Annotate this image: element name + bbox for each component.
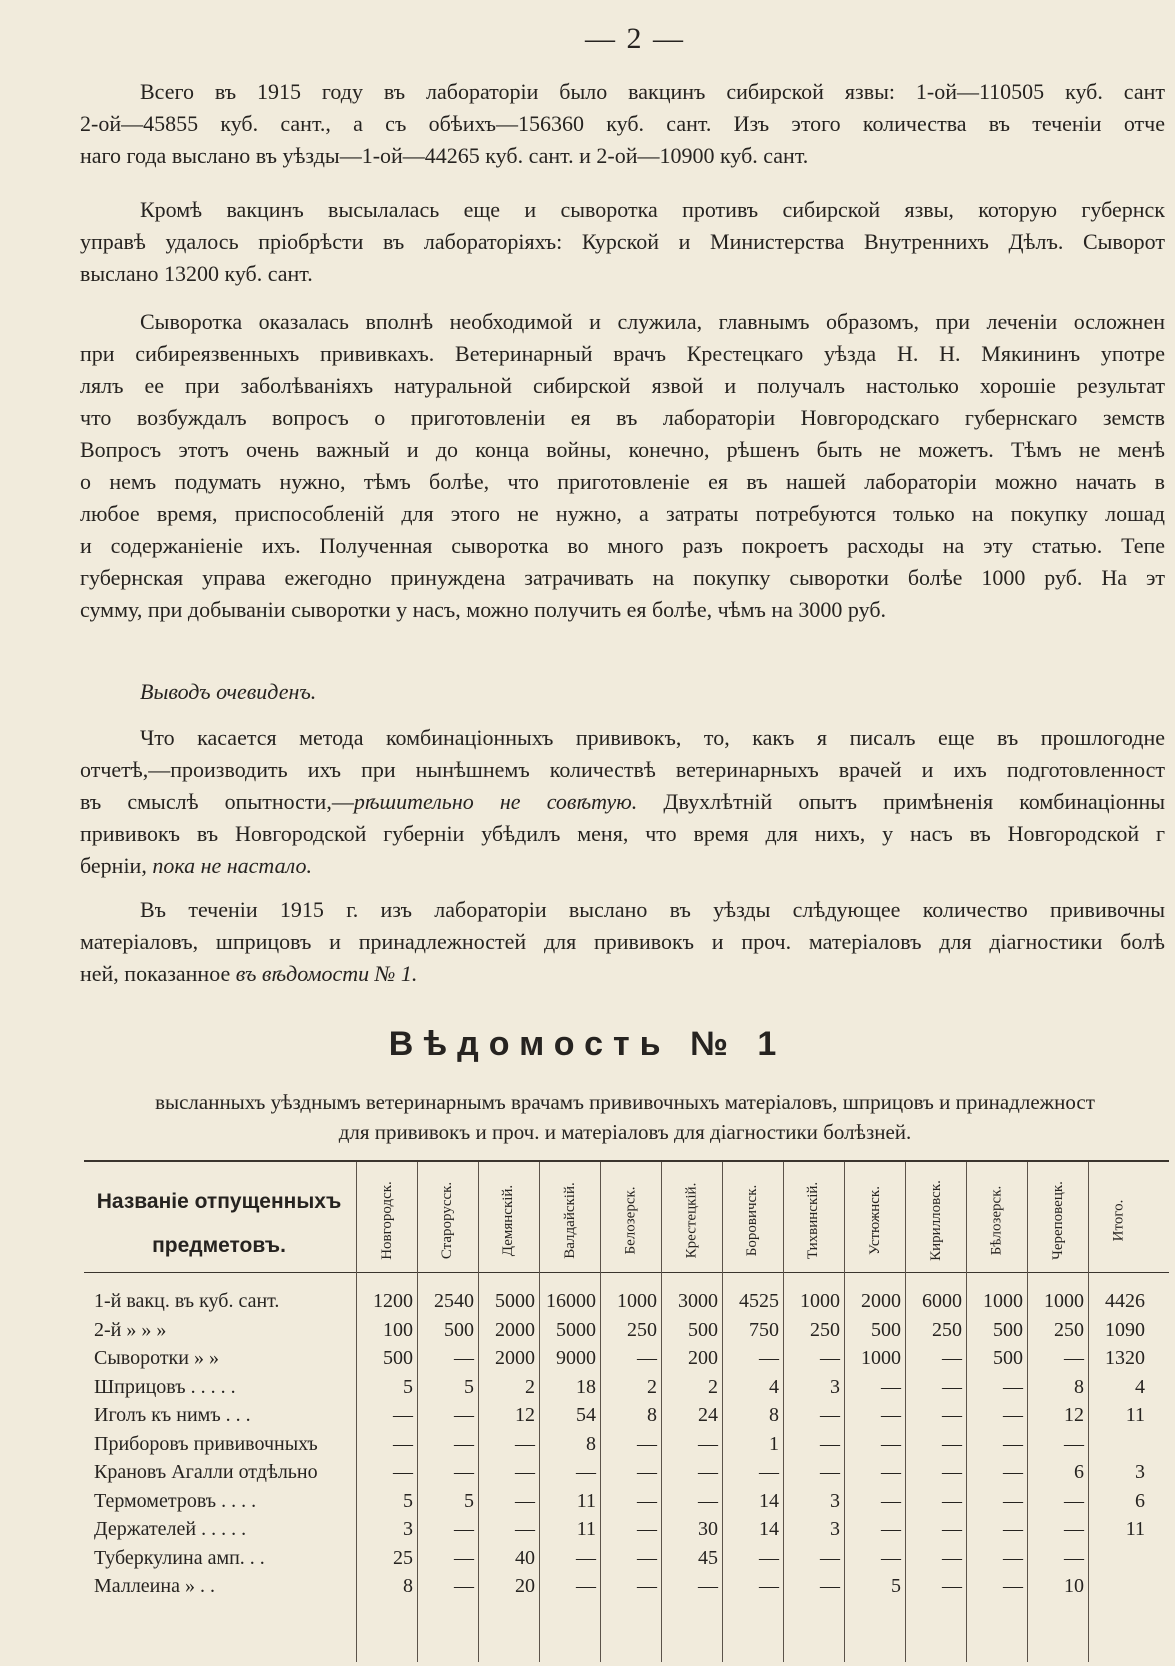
table-cell: —: [1064, 1546, 1084, 1569]
table-cell: —: [698, 1575, 718, 1597]
text-fragment: ней, показанное: [80, 961, 236, 986]
column-header-label: Устюжнск.: [866, 1185, 883, 1255]
table-cell: —: [454, 1518, 474, 1540]
table-cell: —: [759, 1575, 779, 1597]
table-cell: —: [881, 1375, 901, 1398]
table-cell: 20: [515, 1575, 535, 1597]
table-cell: 250: [1054, 1318, 1084, 1341]
column-divider: [905, 1162, 906, 1662]
column-header: [968, 1170, 1026, 1270]
table-cell: —: [881, 1489, 901, 1512]
table-subtitle: высланныхъ уѣзднымъ ветеринарнымъ врачамъ прививочныхъ матеріаловъ, шприцовъ и принадлежност: [155, 1090, 1095, 1114]
distribution-table: [84, 1160, 1169, 1662]
text-line: Въ теченіи 1915 г. изъ лабораторіи выслано въ уѣзды слѣдующее количество прививочны: [140, 897, 1165, 922]
row-label: Термометровъ . . . .: [94, 1489, 257, 1512]
column-header-label: Боровичск.: [744, 1184, 761, 1256]
text-line: Сыворотка оказалась вполнѣ необходимой и служила, главнымъ образомъ, при леченіи осложнен: [140, 309, 1165, 334]
text-line: лялъ ее при заболѣваніяхъ натуральной сибирской язвой и получалъ настолько хорошіе результат: [80, 373, 1165, 398]
column-header: [785, 1170, 843, 1270]
table-cell: —: [1003, 1489, 1023, 1512]
paragraph-shipped-materials: [80, 894, 1165, 990]
table-cell: 2: [708, 1375, 718, 1398]
table-cell: —: [942, 1518, 962, 1540]
text-line: прививокъ въ Новгородской губерніи убѣдилъ меня, что время для нихъ, у насъ въ Новгородской г: [80, 821, 1165, 846]
column-header-label: Старорусск.: [439, 1181, 456, 1259]
table-cell: —: [942, 1432, 962, 1455]
table-cell: 12: [1064, 1404, 1084, 1426]
table-cell: —: [454, 1575, 474, 1597]
table-cell: —: [454, 1461, 474, 1483]
column-divider: [1088, 1162, 1089, 1662]
text-line: Кромѣ вакцинъ высылалась еще и сыворотка противъ сибирской язвы, которую губернск: [140, 197, 1165, 222]
table-cell: —: [881, 1404, 901, 1426]
column-divider: [539, 1162, 540, 1662]
table-cell: 12: [515, 1404, 535, 1426]
paragraph-combination-vaccination: [80, 722, 1165, 882]
table-cell: 100: [383, 1318, 413, 1341]
text-fragment: берніи,: [80, 853, 153, 878]
table-cell: 250: [932, 1318, 962, 1341]
table-cell: 8: [1074, 1375, 1084, 1398]
column-header: [1029, 1170, 1087, 1270]
table-cell: 4: [769, 1375, 779, 1398]
table-cell: 3000: [678, 1290, 718, 1312]
header-label: Названіе отпущенныхъ: [96, 1190, 342, 1213]
table-cell: —: [454, 1347, 474, 1369]
table-cell: —: [1003, 1575, 1023, 1597]
table-cell: —: [820, 1461, 840, 1483]
table-cell: 250: [627, 1318, 657, 1341]
table-cell: 500: [688, 1318, 718, 1341]
table-cell: 3: [830, 1489, 840, 1512]
table-cell: —: [515, 1461, 535, 1483]
column-header-label: Тихвинскій.: [805, 1181, 822, 1259]
column-header: [724, 1170, 782, 1270]
column-divider: [661, 1162, 662, 1662]
header-item-name: [84, 1180, 354, 1268]
table-cell: 8: [403, 1575, 413, 1597]
table-cell: —: [1003, 1375, 1023, 1398]
table-cell: 18: [576, 1375, 596, 1398]
table-cell: 1090: [1105, 1318, 1145, 1341]
table-cell: 25: [393, 1546, 413, 1569]
text-fragment: въ смыслѣ опытности,—: [80, 789, 354, 814]
table-cell: 6: [1135, 1489, 1145, 1512]
table-cell: —: [1064, 1518, 1084, 1540]
table-cell: 5: [403, 1489, 413, 1512]
table-cell: 4426: [1105, 1290, 1145, 1312]
table-cell: 500: [444, 1318, 474, 1341]
column-divider: [417, 1162, 418, 1662]
table-cell: —: [942, 1461, 962, 1483]
table-cell: —: [637, 1347, 657, 1369]
table-cell: —: [1003, 1432, 1023, 1455]
table-cell: 3: [1135, 1461, 1145, 1483]
column-header: [358, 1170, 416, 1270]
table-cell: —: [881, 1546, 901, 1569]
row-label: 2-й » » »: [94, 1318, 167, 1341]
column-header-label: Крестецкій.: [683, 1182, 700, 1258]
table-cell: —: [942, 1347, 962, 1369]
column-divider: [722, 1162, 723, 1662]
row-label: Сыворотки » »: [94, 1347, 219, 1369]
text-line: отчетѣ,—производить ихъ при нынѣшнемъ количествѣ ветеринарныхъ врачей и ихъ подготовленност: [80, 757, 1165, 782]
table-cell: —: [881, 1432, 901, 1455]
table-cell: —: [820, 1347, 840, 1369]
table-cell: —: [942, 1575, 962, 1597]
table-cell: —: [820, 1432, 840, 1455]
table-cell: 200: [688, 1347, 718, 1369]
text-line: [80, 850, 1165, 882]
row-label: Иголъ къ нимъ . . .: [94, 1404, 251, 1426]
table-cell: 14: [759, 1489, 779, 1512]
table-cell: —: [637, 1461, 657, 1483]
column-header: [480, 1170, 538, 1270]
table-cell: —: [881, 1518, 901, 1540]
table-cell: —: [1064, 1489, 1084, 1512]
text-fragment: Двухлѣтній опытъ примѣненія комбинаціонны: [637, 789, 1165, 814]
table-cell: —: [576, 1461, 596, 1483]
text-line: и содержаніеніе ихъ. Полученная сыворотка во много разъ покроетъ расходы на эту статью. Тепе: [80, 533, 1165, 558]
table-cell: —: [393, 1461, 413, 1483]
table-cell: —: [1064, 1347, 1084, 1369]
table-cell: 1200: [373, 1290, 413, 1312]
text-line: Вопросъ этотъ очень важный и до конца войны, конечно, рѣшенъ быть не можетъ. Тѣмъ не менѣ: [80, 437, 1165, 462]
table-cell: 500: [993, 1347, 1023, 1369]
table-cell: 5000: [556, 1318, 596, 1341]
table-cell: 16000: [546, 1290, 596, 1312]
table-cell: —: [881, 1461, 901, 1483]
column-header: [846, 1170, 904, 1270]
table-title: Вѣдомость № 1: [388, 1025, 787, 1063]
table-cell: —: [576, 1575, 596, 1597]
text-line: [80, 786, 1165, 818]
table-cell: —: [1003, 1404, 1023, 1426]
table-cell: —: [454, 1404, 474, 1426]
table-cell: 4: [1135, 1375, 1145, 1398]
table-cell: —: [1003, 1518, 1023, 1540]
table-cell: 6000: [922, 1290, 962, 1312]
table-cell: 1000: [617, 1290, 657, 1312]
table-cell: —: [942, 1375, 962, 1398]
text-line: при сибиреязвенныхъ прививкахъ. Ветеринарный врачъ Крестецкаго уѣзда Н. Н. Мякининъ употре: [80, 341, 1165, 366]
table-cell: 3: [830, 1375, 840, 1398]
table-cell: 2: [647, 1375, 657, 1398]
table-cell: —: [637, 1432, 657, 1455]
header-label: предметовъ.: [152, 1234, 286, 1257]
table-cell: 11: [576, 1518, 596, 1540]
table-cell: 4525: [739, 1290, 779, 1312]
table-cell: —: [759, 1347, 779, 1369]
table-cell: —: [576, 1546, 596, 1569]
column-divider: [783, 1162, 784, 1662]
table-cell: 40: [515, 1546, 535, 1569]
table-cell: 1000: [800, 1290, 840, 1312]
row-label: Туберкулина амп. . .: [94, 1546, 265, 1569]
conclusion-line: [80, 676, 1165, 708]
table-cell: 3: [403, 1518, 413, 1540]
text-line: любое время, приспособленій для этого не нужно, а затраты потребуются только на покупку лошад: [80, 501, 1165, 526]
table-cell: —: [637, 1546, 657, 1569]
table-cell: 2000: [495, 1347, 535, 1369]
table-cell: —: [515, 1432, 535, 1455]
row-label: Шприцовъ . . . . .: [94, 1375, 236, 1398]
table-cell: —: [637, 1575, 657, 1597]
text-line: о немъ подумать нужно, тѣмъ болѣе, что приготовленіе ея въ нашей лабораторіи можно начать в: [80, 469, 1165, 494]
text-line: сумму, при добываніи сыворотки у насъ, можно получить ея болѣе, чѣмъ на 3000 руб.: [80, 597, 887, 622]
table-cell: 500: [383, 1347, 413, 1369]
table-cell: —: [759, 1461, 779, 1483]
table-cell: 2540: [434, 1290, 474, 1312]
table-cell: 500: [871, 1318, 901, 1341]
paragraph-vaccine-totals: [80, 76, 1165, 172]
table-cell: —: [698, 1432, 718, 1455]
column-header-label: Демянскій.: [500, 1184, 517, 1256]
table-cell: —: [820, 1546, 840, 1569]
table-cell: 1320: [1105, 1347, 1145, 1369]
table-cell: —: [393, 1432, 413, 1455]
table-cell: —: [820, 1404, 840, 1426]
table-cell: —: [393, 1404, 413, 1426]
column-divider: [600, 1162, 601, 1662]
table-cell: 5000: [495, 1290, 535, 1312]
table-cell: —: [515, 1489, 535, 1512]
text-line: Всего въ 1915 году въ лабораторіи было вакцинъ сибирской язвы: 1-ой—110505 куб. сант: [140, 79, 1165, 104]
table-cell: —: [1003, 1546, 1023, 1569]
row-label: 1-й вакц. въ куб. сант.: [94, 1290, 280, 1312]
table-cell: 6: [1074, 1461, 1084, 1483]
table-cell: 24: [698, 1404, 718, 1426]
table-cell: 1000: [1044, 1290, 1084, 1312]
column-divider: [478, 1162, 479, 1662]
table-cell: 8: [769, 1404, 779, 1426]
column-header-label: Валдайскій.: [561, 1181, 578, 1259]
column-header-label: Итого.: [1110, 1199, 1127, 1241]
table-cell: —: [454, 1546, 474, 1569]
row-label: Приборовъ прививочныхъ: [94, 1432, 318, 1455]
column-header: [419, 1170, 477, 1270]
table-cell: 54: [576, 1404, 596, 1426]
text-line: выслано 13200 куб. сант.: [80, 261, 313, 286]
text-line: матеріаловъ, шприцовъ и принадлежностей для прививокъ и проч. матеріаловъ для діагностики болѣ: [80, 929, 1165, 954]
table-cell: 2000: [861, 1290, 901, 1312]
column-header-label: Новгородск.: [378, 1180, 395, 1260]
table-cell: 10: [1064, 1575, 1084, 1597]
text-line: Выводъ очевиденъ.: [140, 679, 317, 704]
column-divider: [356, 1162, 357, 1662]
table-cell: 5: [464, 1489, 474, 1512]
table-cell: 30: [698, 1518, 718, 1540]
table-cell: 3: [830, 1518, 840, 1540]
table-cell: —: [942, 1404, 962, 1426]
text-line: наго года выслано въ уѣзды—1-ой—44265 куб. сант. и 2-ой—10900 куб. сант.: [80, 143, 809, 168]
table-cell: —: [637, 1489, 657, 1512]
table-cell: 500: [993, 1318, 1023, 1341]
table-cell: 2000: [495, 1318, 535, 1341]
row-label: Маллеина » . .: [94, 1575, 215, 1597]
emphasis-text: пока не настало.: [152, 853, 312, 878]
text-line: 2-ой—45855 куб. сант., а съ обѣихъ—156360 куб. сант. Изъ этого количества въ теченіи отче: [80, 111, 1165, 136]
table-cell: —: [942, 1489, 962, 1512]
table-cell: —: [698, 1461, 718, 1483]
table-cell: 2: [525, 1375, 535, 1398]
table-cell: —: [759, 1546, 779, 1569]
table-cell: 5: [891, 1575, 901, 1597]
text-line: губернская управа ежегодно принуждена затрачивать на покупку сыворотки болѣе 1000 руб. На эт: [80, 565, 1165, 590]
paragraph-serum-usage: [80, 306, 1165, 626]
paragraph-serum: [80, 194, 1165, 290]
table-cell: —: [820, 1575, 840, 1597]
table-cell: 1000: [983, 1290, 1023, 1312]
table-cell: 45: [698, 1546, 718, 1569]
emphasis-text: рѣшительно не совѣтую.: [353, 789, 638, 814]
text-line: [80, 958, 1165, 990]
table-cell: 5: [464, 1375, 474, 1398]
column-header-label: Белозерск.: [622, 1185, 639, 1255]
table-cell: 750: [749, 1318, 779, 1341]
column-divider: [844, 1162, 845, 1662]
table-cell: —: [515, 1518, 535, 1540]
table-cell: 9000: [556, 1347, 596, 1369]
column-header: [1090, 1170, 1148, 1270]
column-divider: [1027, 1162, 1028, 1662]
column-divider: [966, 1162, 967, 1662]
table-cell: 14: [759, 1518, 779, 1540]
row-label: Крановъ Агалли отдѣльно: [94, 1461, 318, 1483]
table-cell: 1: [769, 1432, 779, 1455]
emphasis-text: въ вѣдомости № 1.: [235, 961, 418, 986]
table-cell: —: [637, 1518, 657, 1540]
column-header: [541, 1170, 599, 1270]
table-cell: —: [454, 1432, 474, 1455]
text-line: что возбуждалъ вопросъ о приготовленіи ея въ лабораторіи Новгородскаго губернскаго земств: [80, 405, 1165, 430]
column-header-label: Череповецк.: [1049, 1180, 1066, 1260]
table-cell: 11: [1125, 1404, 1145, 1426]
table-cell: —: [1003, 1461, 1023, 1483]
table-cell: 250: [810, 1318, 840, 1341]
table-cell: —: [698, 1489, 718, 1512]
row-label: Держателей . . . . .: [94, 1518, 247, 1540]
column-header: [602, 1170, 660, 1270]
table-cell: 1000: [861, 1347, 901, 1369]
column-header: [663, 1170, 721, 1270]
text-line: управѣ удалось пріобрѣсти въ лабораторіяхъ: Курской и Министерства Внутреннихъ Дѣлъ. Сыворот: [80, 229, 1165, 254]
column-header: [907, 1170, 965, 1270]
column-header-label: Бѣлозерск.: [988, 1185, 1005, 1255]
column-header-label: Кирилловск.: [927, 1179, 944, 1261]
table-subtitle: для прививокъ и проч. и матеріаловъ для діагностики болѣзней.: [338, 1120, 912, 1144]
table-cell: 11: [576, 1489, 596, 1512]
table-cell: —: [942, 1546, 962, 1569]
table-cell: 8: [586, 1432, 596, 1455]
page-number: — 2 —: [585, 22, 685, 55]
table-cell: 8: [647, 1404, 657, 1426]
table-cell: —: [1064, 1432, 1084, 1455]
text-line: Что касается метода комбинаціонныхъ прививокъ, то, какъ я писалъ еще въ прошлогодне: [140, 725, 1165, 750]
table-cell: 11: [1125, 1518, 1145, 1540]
table-cell: 5: [403, 1375, 413, 1398]
